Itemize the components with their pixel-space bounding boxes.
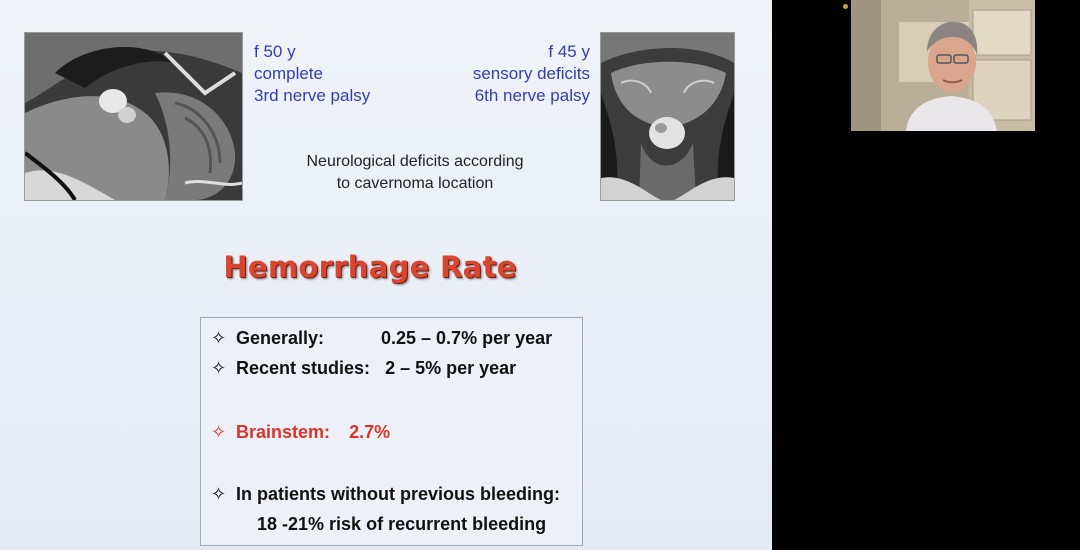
bullet-brainstem [211,422,390,443]
no-previous-bleeding-label: In patients without previous bleeding: [236,484,561,504]
patient-1-line-2: complete [254,64,323,83]
star-bullet-icon: ✧ [211,422,227,442]
star-bullet-icon: ✧ [211,358,227,378]
star-bullet-icon: ✧ [211,328,227,348]
patient-2-description [473,41,590,107]
generally-value: 0.25 – 0.7% per year [381,328,553,348]
star-bullet-icon: ✧ [211,484,227,504]
brainstem-label: Brainstem: [236,422,331,442]
patient-2-line-1: f 45 y [548,42,590,61]
hemorrhage-rate-box [200,317,583,546]
caption-line-1: Neurological deficits according [306,153,524,170]
patient-1-line-3: 3rd nerve palsy [254,86,371,105]
patient-2-line-3: 6th nerve palsy [474,86,590,105]
patient-1-line-1: f 50 y [254,42,296,61]
slide-heading: Hemorrhage Rate [223,250,517,284]
bullet-recent-studies [211,358,516,379]
recent-studies-label: Recent studies: [236,358,371,378]
patient-1-description [254,41,370,107]
bullet-generally [211,328,553,349]
recent-studies-value: 2 – 5% per year [385,358,517,378]
bullet-no-previous-bleeding [211,484,560,505]
generally-label: Generally: [236,328,325,348]
brainstem-value: 2.7% [349,422,391,442]
recurrent-bleeding-risk: 18 -21% risk of recurrent bleeding [257,514,547,534]
slide-caption [270,151,560,195]
caption-line-2: to cavernoma location [336,175,494,192]
mri-image-coronal [600,32,735,201]
patient-2-line-2: sensory deficits [472,64,590,83]
presenter-webcam-video[interactable] [851,0,1035,131]
mri-image-sagittal [24,32,243,201]
recording-indicator-icon [843,4,848,9]
